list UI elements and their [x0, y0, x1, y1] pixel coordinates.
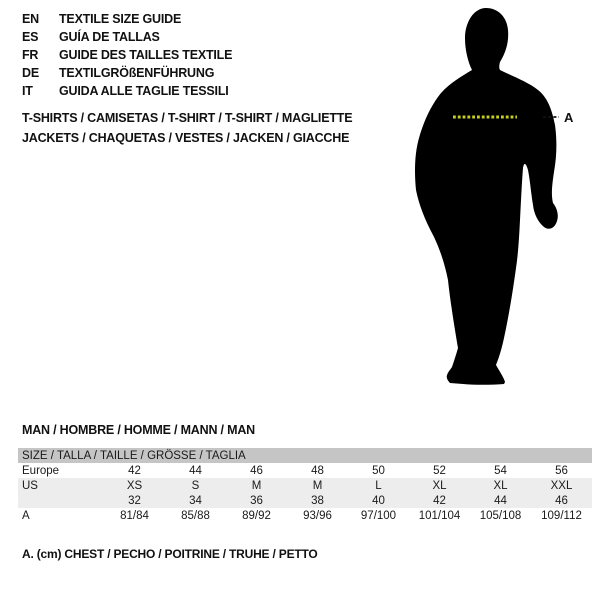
cell: 44: [189, 464, 202, 477]
language-row: [22, 10, 232, 28]
language-code: DE: [22, 66, 39, 80]
cell: 50: [372, 464, 385, 477]
cell: 81/84: [120, 509, 149, 522]
cell: 54: [494, 464, 507, 477]
cell: 56: [555, 464, 568, 477]
cell: 42: [128, 464, 141, 477]
cell: 85/88: [181, 509, 210, 522]
size-table-header: SIZE / TALLA / TAILLE / GRÖSSE / TAGLIA: [18, 448, 592, 463]
category-line-jackets: JACKETS / CHAQUETAS / VESTES / JACKEN / GIACCHE: [22, 131, 350, 145]
cell: 42: [409, 493, 470, 508]
language-row: [22, 82, 232, 100]
cell: XL: [409, 478, 470, 493]
cell: 32: [104, 493, 165, 508]
language-row: [22, 46, 232, 64]
cell: 36: [226, 493, 287, 508]
language-code: FR: [22, 48, 39, 62]
table-row-chest-a: [18, 508, 592, 523]
cell: 89/92: [242, 509, 271, 522]
cell: XXL: [531, 478, 592, 493]
size-table: [18, 448, 592, 523]
language-code: IT: [22, 84, 33, 98]
figure: [398, 0, 583, 400]
section-title: MAN / HOMBRE / HOMME / MANN / MAN: [22, 423, 255, 437]
language-row: [22, 64, 232, 82]
measurement-footnote: A. (cm) CHEST / PECHO / POITRINE / TRUHE / PETTO: [22, 547, 318, 561]
cell: 52: [433, 464, 446, 477]
table-row-europe: [18, 463, 592, 478]
language-title: GUIDE DES TAILLES TEXTILE: [59, 48, 233, 62]
cell: M: [287, 478, 348, 493]
language-title: TEXTILE SIZE GUIDE: [59, 12, 182, 26]
language-title: GUÍA DE TALLAS: [59, 30, 160, 44]
cell: S: [165, 478, 226, 493]
language-row: [22, 28, 232, 46]
cell: XL: [470, 478, 531, 493]
cell: L: [348, 478, 409, 493]
language-code: ES: [22, 30, 39, 44]
cell: 40: [348, 493, 409, 508]
category-lines: [22, 108, 352, 148]
row-label: Europe: [22, 464, 60, 477]
cell: 34: [165, 493, 226, 508]
row-label: US: [18, 478, 104, 493]
table-header-row: [18, 448, 592, 463]
language-title: GUIDA ALLE TAGLIE TESSILI: [59, 84, 229, 98]
row-label: [18, 493, 104, 508]
cell: M: [226, 478, 287, 493]
cell: 101/104: [418, 509, 461, 522]
cell: 105/108: [479, 509, 522, 522]
category-line-tshirts: T-SHIRTS / CAMISETAS / T-SHIRT / T-SHIRT / MAGLIETTE: [22, 111, 353, 125]
cell: 93/96: [303, 509, 332, 522]
table-row-us: [18, 478, 592, 493]
cell: XS: [104, 478, 165, 493]
man-silhouette: [415, 8, 558, 385]
table-row-us-numeric: [18, 493, 592, 508]
cell: 109/112: [541, 509, 582, 522]
cell: 38: [287, 493, 348, 508]
language-code: EN: [22, 12, 39, 26]
cell: 48: [311, 464, 324, 477]
cell: 46: [250, 464, 263, 477]
cell: 44: [470, 493, 531, 508]
cell: 46: [531, 493, 592, 508]
cell: 97/100: [360, 509, 397, 522]
language-list: [22, 10, 232, 100]
row-label: A: [22, 509, 30, 522]
language-title: TEXTILGRÖßENFÜHRUNG: [59, 66, 215, 80]
measure-label-a: A: [564, 110, 574, 125]
